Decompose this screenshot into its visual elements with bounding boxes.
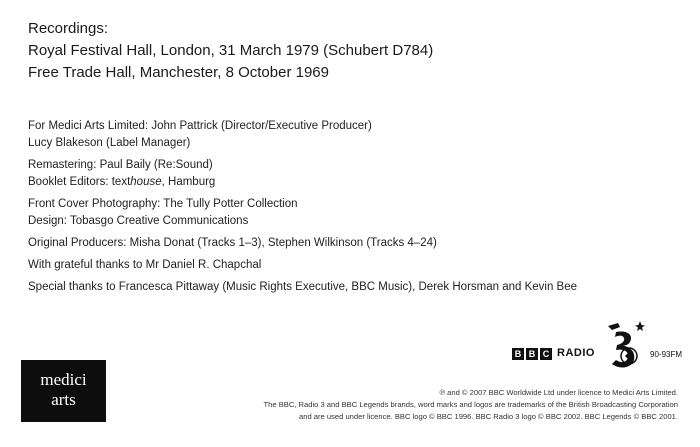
bbc-radio3-branding <box>512 318 684 374</box>
legal-line-3: and are used under licence. BBC logo © BBC 1996. BBC Radio 3 logo © BBC 2002. BBC Legends © BBC 2001. <box>299 412 678 421</box>
credits-group-design <box>28 196 577 230</box>
recording-venue-london: Royal Festival Hall, London, 31 March 1979 (Schubert D784) <box>28 42 434 59</box>
bbc-letter-b2: B <box>526 348 538 360</box>
credit-remastering: Remastering: Paul Baily (Re:Sound) <box>28 159 213 171</box>
credit-medici: For Medici Arts Limited: John Pattrick (Director/Executive Producer) <box>28 120 372 132</box>
credit-original-producers: Original Producers: Misha Donat (Tracks 1–3), Stephen Wilkinson (Tracks 4–24) <box>28 237 437 249</box>
legal-line-1: ℗ and © 2007 BBC Worldwide Ltd under licence to Medici Arts Limited. <box>439 388 678 397</box>
credit-design: Design: Tobasgo Creative Communications <box>28 215 249 227</box>
medici-arts-logo <box>21 360 106 422</box>
credits-group-medici <box>28 118 577 152</box>
legal-line-2: The BBC, Radio 3 and BBC Legends brands, word marks and logos are trademarks of the British Broadcasting Corporation <box>263 400 678 409</box>
legal-notice <box>264 387 679 423</box>
recording-venue-manchester: Free Trade Hall, Manchester, 8 October 1969 <box>28 64 329 81</box>
booklet-prefix: Booklet Editors: text <box>28 176 131 188</box>
credit-label-manager: Lucy Blakeson (Label Manager) <box>28 137 191 149</box>
radio-word: RADIO <box>557 347 595 359</box>
frequency-label: 90-93FM <box>650 350 683 359</box>
credit-cover-photography: Front Cover Photography: The Tully Potter Collection <box>28 198 298 210</box>
bbc-logo <box>512 348 552 360</box>
credit-special-thanks: Special thanks to Francesca Pittaway (Music Rights Executive, BBC Music), Derek Horsman and Kevin Bee <box>28 281 578 293</box>
bbc-radio-3-logo-icon <box>602 318 650 374</box>
recordings-heading: Recordings: <box>28 20 109 37</box>
medici-logo-line2: arts <box>51 390 76 409</box>
credit-grateful-thanks: With grateful thanks to Mr Daniel R. Chapchal <box>28 259 262 271</box>
credits-group-remastering <box>28 157 577 191</box>
credits-group-special-thanks <box>28 279 577 296</box>
bbc-letter-c: C <box>540 348 552 360</box>
booklet-italic: house <box>130 176 162 188</box>
recordings-section <box>28 18 433 84</box>
bbc-letter-b1: B <box>512 348 524 360</box>
credits-section <box>28 118 577 301</box>
booklet-suffix: , Hamburg <box>161 176 216 188</box>
credit-booklet-editors <box>28 174 577 191</box>
medici-logo-line1: medici <box>40 370 87 389</box>
credits-group-producers <box>28 235 577 252</box>
credits-group-thanks <box>28 257 577 274</box>
